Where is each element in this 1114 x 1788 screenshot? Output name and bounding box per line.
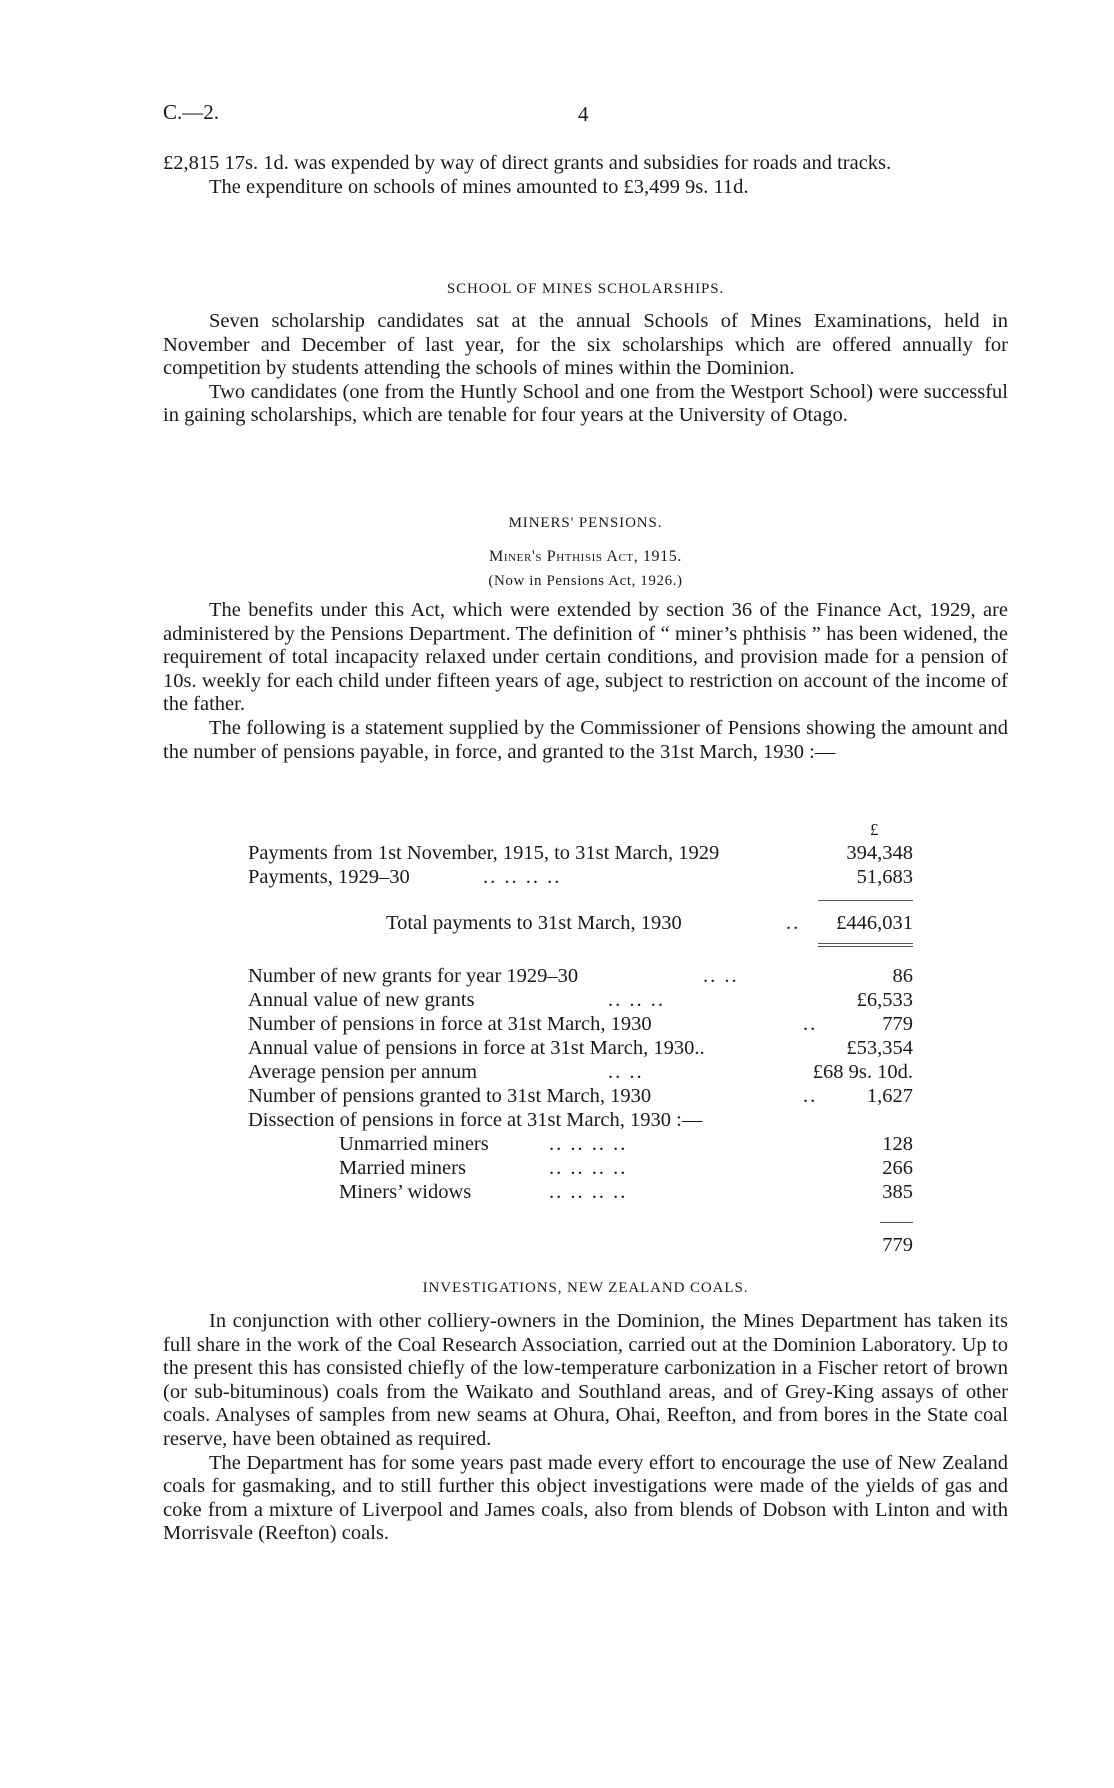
row-label: Average pension per annum: [248, 1061, 478, 1083]
row-value: £53,354: [846, 1037, 913, 1059]
pensions-section: [163, 599, 1008, 764]
page-number: 4: [578, 102, 589, 126]
dissection-rule: [880, 1222, 913, 1223]
row-label: Miners’ widows: [339, 1181, 472, 1203]
row-value: 394,348: [846, 842, 913, 864]
leader-dots: .. .. .. ..: [549, 1157, 628, 1179]
leader-dots: ..: [803, 1085, 818, 1107]
row-label: Annual value of new grants: [248, 989, 475, 1011]
dissection-total-value: 779: [882, 1234, 913, 1256]
intro-paragraph-1: £2,815 17s. 1d. was expended by way of direct grants and subsidies for roads and tracks.: [163, 152, 892, 174]
row-label: Annual value of pensions in force at 31st March, 1930..: [248, 1037, 705, 1059]
total-double-rule: [818, 943, 913, 947]
pensions-paragraph-1: The benefits under this Act, which were extended by section 36 of the Finance Act, 1929, are administered by the Pensions Department. The definition of “ miner’s phthisis ” has been widened, the requirement of total incapacity relaxed under certain conditions, and provision made for a pension of 10s. weekly for each child under fifteen years of age, subject to restriction on account of the income of the father.: [163, 599, 1008, 716]
row-label: Married miners: [339, 1157, 466, 1179]
row-value: 779: [882, 1013, 913, 1035]
coals-paragraph-2: The Department has for some years past made every effort to encourage the use of New Zealand coals for gasmaking, and to still further this object investigations were made of the yields of gas and coke from a mixture of Liverpool and James coals, also from blends of Dobson with Linton and with Morrisvale (Reefton) coals.: [163, 1451, 1008, 1545]
coals-heading: INVESTIGATIONS, NEW ZEALAND COALS.: [422, 1280, 749, 1296]
total-value: £446,031: [836, 912, 913, 934]
total-label: Total payments to 31st March, 1930: [386, 912, 682, 934]
leader-dots: ..: [786, 912, 801, 934]
row-label: Number of pensions in force at 31st March, 1930: [248, 1013, 652, 1035]
row-label: Payments from 1st November, 1915, to 31st March, 1929: [248, 842, 720, 864]
row-value: 266: [882, 1157, 913, 1179]
row-value: £6,533: [856, 989, 913, 1011]
leader-dots: .. ..: [608, 1061, 644, 1083]
row-value: 86: [892, 965, 913, 987]
scholarships-section: [163, 310, 1008, 428]
row-label: Payments, 1929–30: [248, 866, 410, 888]
leader-dots: ..: [803, 1013, 818, 1035]
pensions-act-note: (Now in Pensions Act, 1926.): [488, 573, 683, 589]
row-value: 1,627: [866, 1085, 913, 1107]
row-value: 128: [882, 1133, 913, 1155]
leader-dots: .. .. .. ..: [549, 1181, 628, 1203]
leader-dots: .. ..: [703, 965, 739, 987]
scholarships-heading: SCHOOL OF MINES SCHOLARSHIPS.: [446, 281, 725, 297]
leader-dots: .. .. .. ..: [549, 1133, 628, 1155]
pensions-heading: MINERS' PENSIONS.: [508, 515, 663, 531]
row-label: Dissection of pensions in force at 31st March, 1930 :—: [248, 1109, 703, 1131]
scholarships-paragraph-1: Seven scholarship candidates sat at the annual Schools of Mines Examinations, held in November and December of last year, for the six scholarships which are offered annually for competition by students attending the schools of mines within the Dominion.: [163, 310, 1008, 380]
row-value: 385: [882, 1181, 913, 1203]
row-value: 51,683: [856, 866, 913, 888]
leader-dots: .. .. ..: [608, 989, 665, 1011]
subtotal-rule: [818, 900, 913, 901]
row-label: Number of pensions granted to 31st March, 1930: [248, 1085, 652, 1107]
row-label: Unmarried miners: [339, 1133, 489, 1155]
pensions-paragraph-2: The following is a statement supplied by the Commissioner of Pensions showing the amount and the number of pensions payable, in force, and granted to the 31st March, 1930 :—: [163, 716, 1008, 763]
pensions-act-subheading: Miner's Phthisis Act, 1915.: [489, 548, 682, 565]
leader-dots: .. .. .. ..: [483, 866, 562, 888]
row-value: £68 9s. 10d.: [812, 1061, 913, 1083]
coals-section: [163, 1310, 1008, 1546]
intro-paragraph-2: The expenditure on schools of mines amounted to £3,499 9s. 11d.: [209, 175, 749, 198]
intro-section: [163, 152, 1008, 199]
document-reference: C.—2.: [163, 100, 220, 124]
currency-header: £: [870, 820, 879, 839]
coals-paragraph-1: In conjunction with other colliery-owners in the Dominion, the Mines Department has taken its full share in the work of the Coal Research Association, carried out at the Dominion Laboratory. Up to the present this has consisted chiefly of the low-temperature carbonization in a Fischer retort of brown (or sub-bituminous) coals from the Waikato and Southland areas, and of Grey-King assays of other coals. Analyses of samples from new seams at Ohura, Ohai, Reefton, and from bores in the State coal reserve, have been obtained as required.: [163, 1310, 1008, 1450]
scholarships-paragraph-2: Two candidates (one from the Huntly School and one from the Westport School) were successful in gaining scholarships, which are tenable for four years at the University of Otago.: [163, 380, 1008, 427]
row-label: Number of new grants for year 1929–30: [248, 965, 579, 987]
